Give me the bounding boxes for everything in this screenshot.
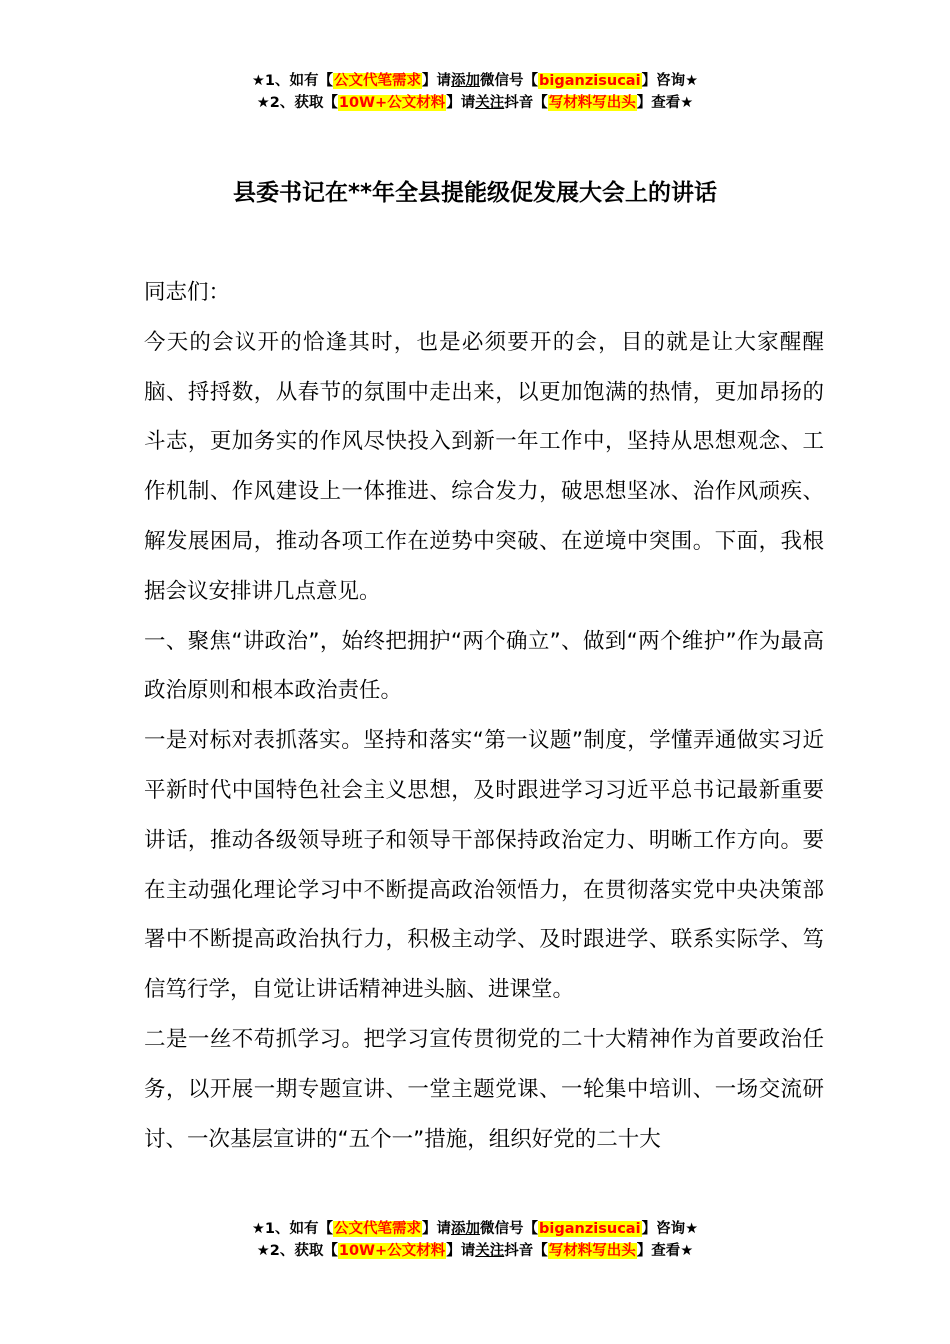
document-title: 县委书记在**年全县提能级促发展大会上的讲话 bbox=[232, 180, 718, 206]
highlight-service: 公文代笔需求 bbox=[334, 1221, 422, 1237]
header-banner bbox=[0, 70, 950, 114]
banner-line-2: ★2、获取【10W+公文材料】请关注抖音【写材料写出头】查看★ bbox=[256, 95, 694, 111]
banner-line-1: ★1、如有【公文代笔需求】请添加微信号【biganzisucai】咨询★ bbox=[251, 73, 699, 89]
highlight-materials: 10W+公文材料 bbox=[338, 95, 446, 111]
document-body bbox=[144, 268, 824, 1164]
footer-line-2: ★2、获取【10W+公文材料】请关注抖音【写材料写出头】查看★ bbox=[256, 1243, 694, 1259]
paragraph-intro: 今天的会议开的恰逢其时，也是必须要开的会，目的就是让大家醒醒脑、捋捋数，从春节的氛围中走出来，以更加饱满的热情，更加昂扬的斗志，更加务实的作风尽快投入到新一年工作中，坚持从思想观念、工作机制、作风建设上一体推进、综合发力，破思想坚冰、治作风顽疾、解发展困局，推动各项工作在逆势中突破、在逆境中突围。下面，我根据会议安排讲几点意见。 bbox=[144, 329, 824, 604]
highlight-wechat-id: biganzisucai bbox=[539, 73, 641, 89]
highlight-douyin: 写材料写出头 bbox=[548, 1243, 636, 1259]
footer-banner bbox=[0, 1218, 950, 1262]
paragraph-point-2: 二是一丝不苟抓学习。把学习宣传贯彻党的二十大精神作为首要政治任务，以开展一期专题宣讲、一堂主题党课、一轮集中培训、一场交流研讨、一次基层宣讲的“五个一”措施，组织好党的二十大 bbox=[144, 1026, 824, 1152]
footer-line-1: ★1、如有【公文代笔需求】请添加微信号【biganzisucai】咨询★ bbox=[251, 1221, 699, 1237]
highlight-douyin: 写材料写出头 bbox=[548, 95, 636, 111]
salutation: 同志们： bbox=[144, 280, 231, 305]
highlight-service: 公文代笔需求 bbox=[334, 73, 422, 89]
highlight-wechat-id: biganzisucai bbox=[539, 1221, 641, 1237]
paragraph-point-1: 一是对标对表抓落实。坚持和落实“第一议题”制度，学懂弄通做实习近平新时代中国特色社会主义思想，及时跟进学习习近平总书记最新重要讲话，推动各级领导班子和领导干部保持政治定力、明晰工作方向。要在主动强化理论学习中不断提高政治领悟力，在贯彻落实党中央决策部署中不断提高政治执行力，积极主动学、及时跟进学、联系实际学、笃信笃行学，自觉让讲话精神进头脑、进课堂。 bbox=[144, 728, 824, 1003]
section-heading-1: 一、聚焦“讲政治”，始终把拥护“两个确立”、做到“两个维护”作为最高政治原则和根本政治责任。 bbox=[144, 628, 824, 704]
highlight-materials: 10W+公文材料 bbox=[338, 1243, 446, 1259]
